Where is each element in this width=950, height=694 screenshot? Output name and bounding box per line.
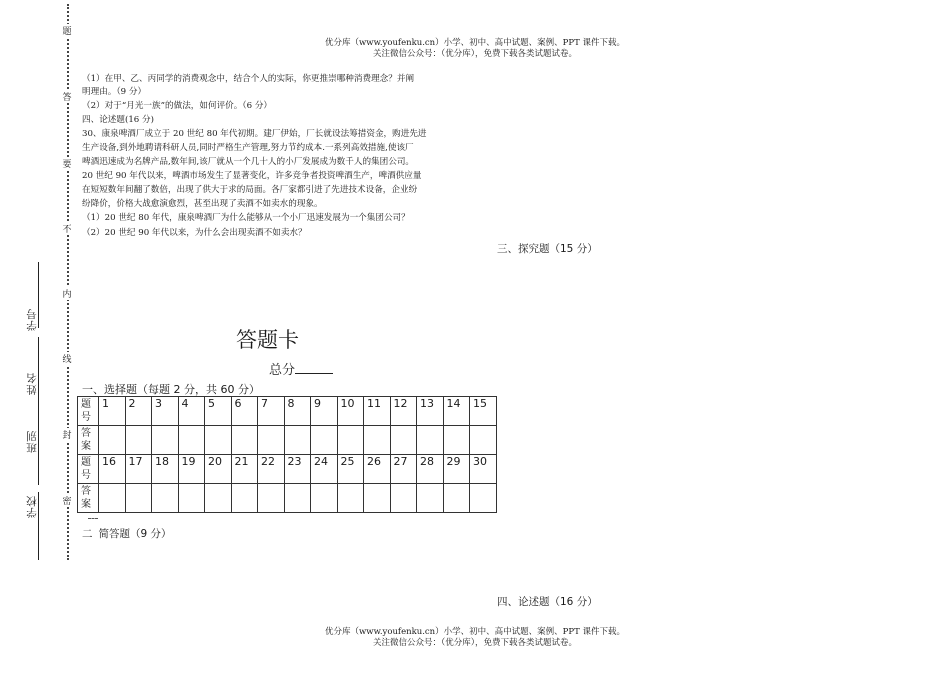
question-number: 29 [443,455,470,484]
passage-line: 纷降价，价格大战愈演愈烈，甚至出现了卖酒不如卖水的现象。 [82,199,323,209]
short-answer-number: 二 [82,528,93,540]
question-number: 25 [337,455,364,484]
question-number: 13 [417,397,444,426]
answer-cell[interactable] [284,426,311,455]
question-number: 24 [311,455,338,484]
subquestion-line: （1）20 世纪 80 年代，康泉啤酒厂为什么能够从一个小厂迅速发展为一个集团公司？ [82,213,410,223]
seal-char: 线 [59,352,75,365]
answer-cell[interactable] [364,484,391,513]
row-label: 答案 [78,426,99,455]
question-number: 15 [470,397,497,426]
answer-cell[interactable] [470,484,497,513]
answer-cell[interactable] [337,426,364,455]
question-number: 6 [231,397,258,426]
seal-char: 要 [59,157,75,170]
page-header [305,38,645,60]
question-number: 3 [152,397,179,426]
question-number: 19 [178,455,205,484]
question-number: 4 [178,397,205,426]
answer-cell[interactable] [99,426,126,455]
row-label: 答案 [78,484,99,513]
question-number: 11 [364,397,391,426]
answer-cell[interactable] [443,484,470,513]
question-line: （1）在甲、乙、丙同学的消费观念中，结合个人的实际，你更推崇哪种消费理念？并阐 [82,74,415,84]
short-answer-title: 简答题（9 分） [98,528,172,540]
answer-cell[interactable] [470,426,497,455]
subquestion-line: （2）20 世纪 90 年代以来，为什么会出现卖酒不如卖水？ [82,228,307,238]
total-score [269,359,333,378]
choice-heading: 一、选择题（每题 2 分，共 60 分） [82,383,260,396]
total-score-blank[interactable] [295,361,333,374]
answer-cell[interactable] [311,426,338,455]
seal-char: 答 [59,90,75,103]
seal-char: 密 [59,494,75,507]
number-row-1 [78,397,497,426]
answer-cell[interactable] [337,484,364,513]
page-footer [305,627,645,649]
explore-heading: 三、探究题（15 分） [497,243,598,255]
question-number: 2 [125,397,152,426]
row-label: 题号 [78,455,99,484]
answer-cell[interactable] [231,426,258,455]
passage-line: 20 世纪 90 年代以来，啤酒市场发生了显著变化，许多竞争者投资啤酒生产，啤酒供应量 [82,171,422,181]
passage-line: 在短短数年间翻了数倍，出现了供大于求的局面。各厂家都引进了先进技术设备，企业纷 [82,185,418,195]
number-row-2 [78,455,497,484]
question-number: 18 [152,455,179,484]
answer-cell[interactable] [258,426,285,455]
question-number: 10 [337,397,364,426]
answer-cell[interactable] [125,426,152,455]
question-line: 明理由。（9 分） [82,87,147,97]
question-number: 1 [99,397,126,426]
answer-cell[interactable] [364,426,391,455]
row-label: 题号 [78,397,99,426]
answer-cell[interactable] [152,484,179,513]
question-number: 12 [390,397,417,426]
answer-cell[interactable] [284,484,311,513]
answer-cell[interactable] [99,484,126,513]
passage-line: 30、康泉啤酒厂成立于 20 世纪 80 年代初期。建厂伊始，厂长就设法筹措资金，购进先进 [82,129,427,139]
header-line-1: 优分库（www.youfenku.cn）小学、初中、高中试题、案例、PPT 课件下载。 [325,38,625,48]
seal-char: 题 [59,24,75,37]
question-number: 22 [258,455,285,484]
footer-line-2: 关注微信公众号：（优分库），免费下载各类试题试卷。 [372,638,577,648]
question-number: 9 [311,397,338,426]
answer-cell[interactable] [443,426,470,455]
answer-cell[interactable] [178,426,205,455]
answer-row-1 [78,426,497,455]
answer-cell[interactable] [205,484,232,513]
question-number: 21 [231,455,258,484]
question-number: 23 [284,455,311,484]
question-number: 26 [364,455,391,484]
question-line: （2）对于“月光一族”的做法，如何评价。（6 分） [82,101,273,111]
class-label: 班别 [26,430,38,453]
section-heading: 四、论述题(16 分) [82,115,154,125]
answer-card-title: 答题卡 [236,328,299,352]
answer-cell[interactable] [417,426,444,455]
question-number: 14 [443,397,470,426]
question-number: 28 [417,455,444,484]
question-number: 30 [470,455,497,484]
footer-line-1: 优分库（www.youfenku.cn）小学、初中、高中试题、案例、PPT 课件下载。 [325,627,625,637]
answer-cell[interactable] [205,426,232,455]
answer-cell[interactable] [125,484,152,513]
short-answer-divider [88,518,98,519]
question-number: 17 [125,455,152,484]
question-number: 16 [99,455,126,484]
question-number: 5 [205,397,232,426]
answer-cell[interactable] [258,484,285,513]
answer-cell[interactable] [417,484,444,513]
question-number: 27 [390,455,417,484]
seal-dotted-line [67,4,69,560]
passage-line: 生产设备,到外地聘请科研人员,同时严格生产管理,努力节约成本.一系列高效措施,使该厂 [82,143,414,153]
question-number: 7 [258,397,285,426]
question-number: 8 [284,397,311,426]
answer-cell[interactable] [390,426,417,455]
school-label: 学校 [26,495,38,518]
header-line-2: 关注微信公众号：（优分库），免费下载各类试题试卷。 [372,49,577,59]
essay-heading: 四、论述题（16 分） [497,596,598,608]
total-score-label: 总分 [269,363,296,378]
seal-char: 内 [59,287,75,300]
answer-cell[interactable] [178,484,205,513]
answer-cell[interactable] [152,426,179,455]
answer-grid [77,396,497,513]
passage-line: 啤酒迅速成为名牌产品,数年间,该厂就从一个几十人的小厂发展成为数千人的集团公司。 [82,157,415,167]
answer-cell[interactable] [390,484,417,513]
seal-char: 不 [59,222,75,235]
question-number: 20 [205,455,232,484]
answer-row-2 [78,484,497,513]
seal-char: 封 [59,428,75,441]
answer-cell[interactable] [231,484,258,513]
student-number-label: 学号 [26,308,38,331]
short-answer-heading [82,526,172,541]
answer-cell[interactable] [311,484,338,513]
student-name-label: 姓名 [26,372,38,395]
